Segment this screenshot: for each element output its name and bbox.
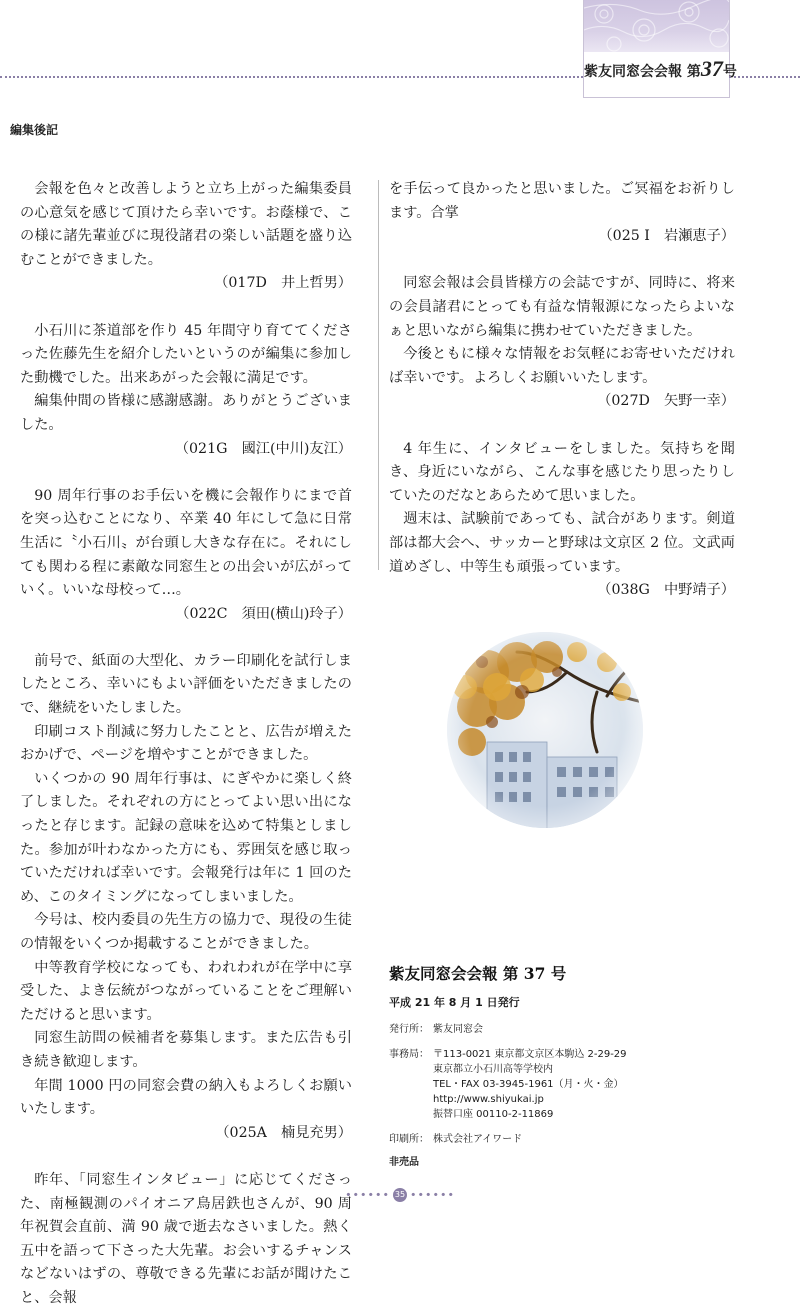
editorial-paragraph: 4 年生に、インタビューをしました。気持ちを聞き、身近にいながら、こんな事を感じたり思ったりしていたのだなとあらためて思いました。 bbox=[389, 440, 735, 504]
office-line: 振替口座 00110-2-11869 bbox=[433, 1109, 554, 1120]
issue-number: 37 bbox=[700, 56, 723, 81]
editorial-paragraph: を手伝って良かったと思いました。ご冥福をお祈りします。合掌 bbox=[389, 181, 735, 221]
editorial-paragraph: 昨年、「同窓生インタビュー」に応じてくださった、南極観測のパイオニア鳥居鉄也さんが、90 周年祝賀会直前、満 90 歳で逝去なさいました。熱く五中を語って下さった大先輩。お会いするチャンスなどないはずの、尊敬できる先輩にお話が聞けたこと、会報 bbox=[20, 1171, 352, 1306]
colophon-office: 事務局： 〒113-0021 東京都文京区本駒込 2-29-29 東京都立小石川高等学校内 TEL・FAX 03-3945-1961（月・火・金） http://www.shiyukai.jp 振替口座 00110-2-11869 bbox=[389, 1047, 769, 1122]
editorial-paragraph: 今号は、校内委員の先生方の協力で、現役の生徒の情報をいくつか掲載することができました。 bbox=[20, 912, 352, 952]
editorial-column-right bbox=[389, 178, 735, 603]
editorial-paragraph: 年間 1000 円の同窓会費の納入もよろしくお願いいたします。 bbox=[20, 1077, 352, 1118]
editorial-paragraph: 同窓生訪問の候補者を募集します。また広告も引き続き歓迎します。 bbox=[20, 1030, 352, 1070]
editorial-paragraph: 会報を色々と改善しようと立ち上がった編集委員の心意気を感じて頂けたら幸いです。お蔭様で、この様に諸先輩並びに現役諸君の楽しい話題を盛り込むことができました。 bbox=[20, 181, 352, 268]
colophon bbox=[389, 962, 769, 1168]
office-line: http://www.shiyukai.jp bbox=[433, 1094, 544, 1105]
not-for-sale-label: 非売品 bbox=[389, 1157, 419, 1168]
office-line: 東京都立小石川高等学校内 bbox=[433, 1064, 553, 1075]
column-divider bbox=[378, 180, 379, 570]
colophon-publisher: 発行所： 紫友同窓会 bbox=[389, 1024, 483, 1035]
editorial-paragraph: 編集仲間の皆様に感謝感謝。ありがとうございました。 bbox=[20, 393, 352, 433]
editorial-paragraph: 今後ともに様々な情報をお気軽にお寄せいただければ幸いです。よろしくお願いいたします。 bbox=[389, 346, 735, 386]
editorial-signature: （021G 國江(中川)友江） bbox=[174, 440, 352, 457]
editorial-paragraph: 印刷コスト削減に努力したことと、広告が増えたおかげで、ページを増やすことができました。 bbox=[20, 723, 352, 764]
header-floral-pattern bbox=[584, 0, 729, 52]
autumn-tree-school-photo bbox=[447, 632, 643, 828]
issue-title: 紫友同窓会会報 第37号 bbox=[584, 56, 737, 81]
editorial-column-left bbox=[20, 178, 352, 1311]
editorial-signature: （027D 矢野一幸） bbox=[597, 393, 735, 410]
header-dotted-divider-right bbox=[729, 76, 800, 78]
editorial-paragraph: 同窓会報は会員皆様方の会誌ですが、同時に、将来の会員諸君にとっても有益な情報源になったらよいなぁと思いながら編集に携わせていただきました。 bbox=[389, 275, 735, 339]
editorial-signature: （022C 須田(横山)玲子） bbox=[175, 605, 352, 622]
editorial-paragraph: 90 周年行事のお手伝いを機に会報作りにまで首を突っ込むことになり、卒業 40 年にして急に日常生活に〝小石川〟が台頭し大きな存在に。それにしても関わる程に素敵な同窓生との出会いが広がっていく。いいな母校って…。 bbox=[20, 487, 352, 599]
header-dotted-divider bbox=[0, 76, 583, 78]
editorial-paragraph: 週末は、試験前であっても、試合があります。剣道部は都大会へ、サッカーと野球は文京区 2 位。文武両道めざし、中等生も頑張っています。 bbox=[389, 511, 735, 575]
page-number-dots-left: •••••• bbox=[345, 1188, 390, 1202]
editorial-paragraph: いくつかの 90 周年行事は、にぎやかに楽しく終了しました。それぞれの方にとってよい思い出になったと存じます。記録の意味を込めて特集としました。参加が叶わなかった方にも、雰囲気を感じ取っていただければ幸いです。会報発行は年に 1 回のため、このタイミングになってしまいました。 bbox=[20, 770, 352, 905]
editorial-signature: （025A 楠見充男） bbox=[215, 1124, 352, 1141]
editorial-paragraph: 中等教育学校になっても、われわれが在学中に享受した、よき伝統がつながっていることをご理解いただけると思います。 bbox=[20, 959, 352, 1023]
colophon-printer: 印刷所： 株式会社アイワード bbox=[389, 1134, 523, 1145]
editorial-signature: （017D 井上哲男） bbox=[214, 275, 352, 292]
office-line: TEL・FAX 03-3945-1961（月・火・金） bbox=[433, 1079, 624, 1090]
office-line: 〒113-0021 東京都文京区本駒込 2-29-29 bbox=[433, 1049, 627, 1060]
page-number-badge: 35 bbox=[393, 1188, 407, 1202]
colophon-date: 平成 21 年 8 月 1 日発行 bbox=[389, 996, 520, 1009]
editorial-paragraph: 小石川に茶道部を作り 45 年間守り育ててくださった佐藤先生を紹介したいというのが編集に参加した動機でした。出来あがった会報に満足です。 bbox=[20, 322, 352, 386]
page-number-dots-right: •••••• bbox=[410, 1188, 455, 1202]
editorial-paragraph: 前号で、紙面の大型化、カラー印刷化を試行しましたところ、幸いにもよい評価をいただきましたので、継続をいたしました。 bbox=[20, 652, 352, 717]
colophon-title: 紫友同窓会会報 第 37 号 bbox=[389, 964, 567, 983]
section-label: 編集後記 bbox=[10, 123, 59, 137]
page-number bbox=[0, 1188, 800, 1202]
editorial-signature: （025 I 岩瀬恵子） bbox=[598, 228, 735, 245]
issue-header bbox=[583, 0, 737, 98]
editorial-signature: （038G 中野靖子） bbox=[597, 582, 735, 599]
